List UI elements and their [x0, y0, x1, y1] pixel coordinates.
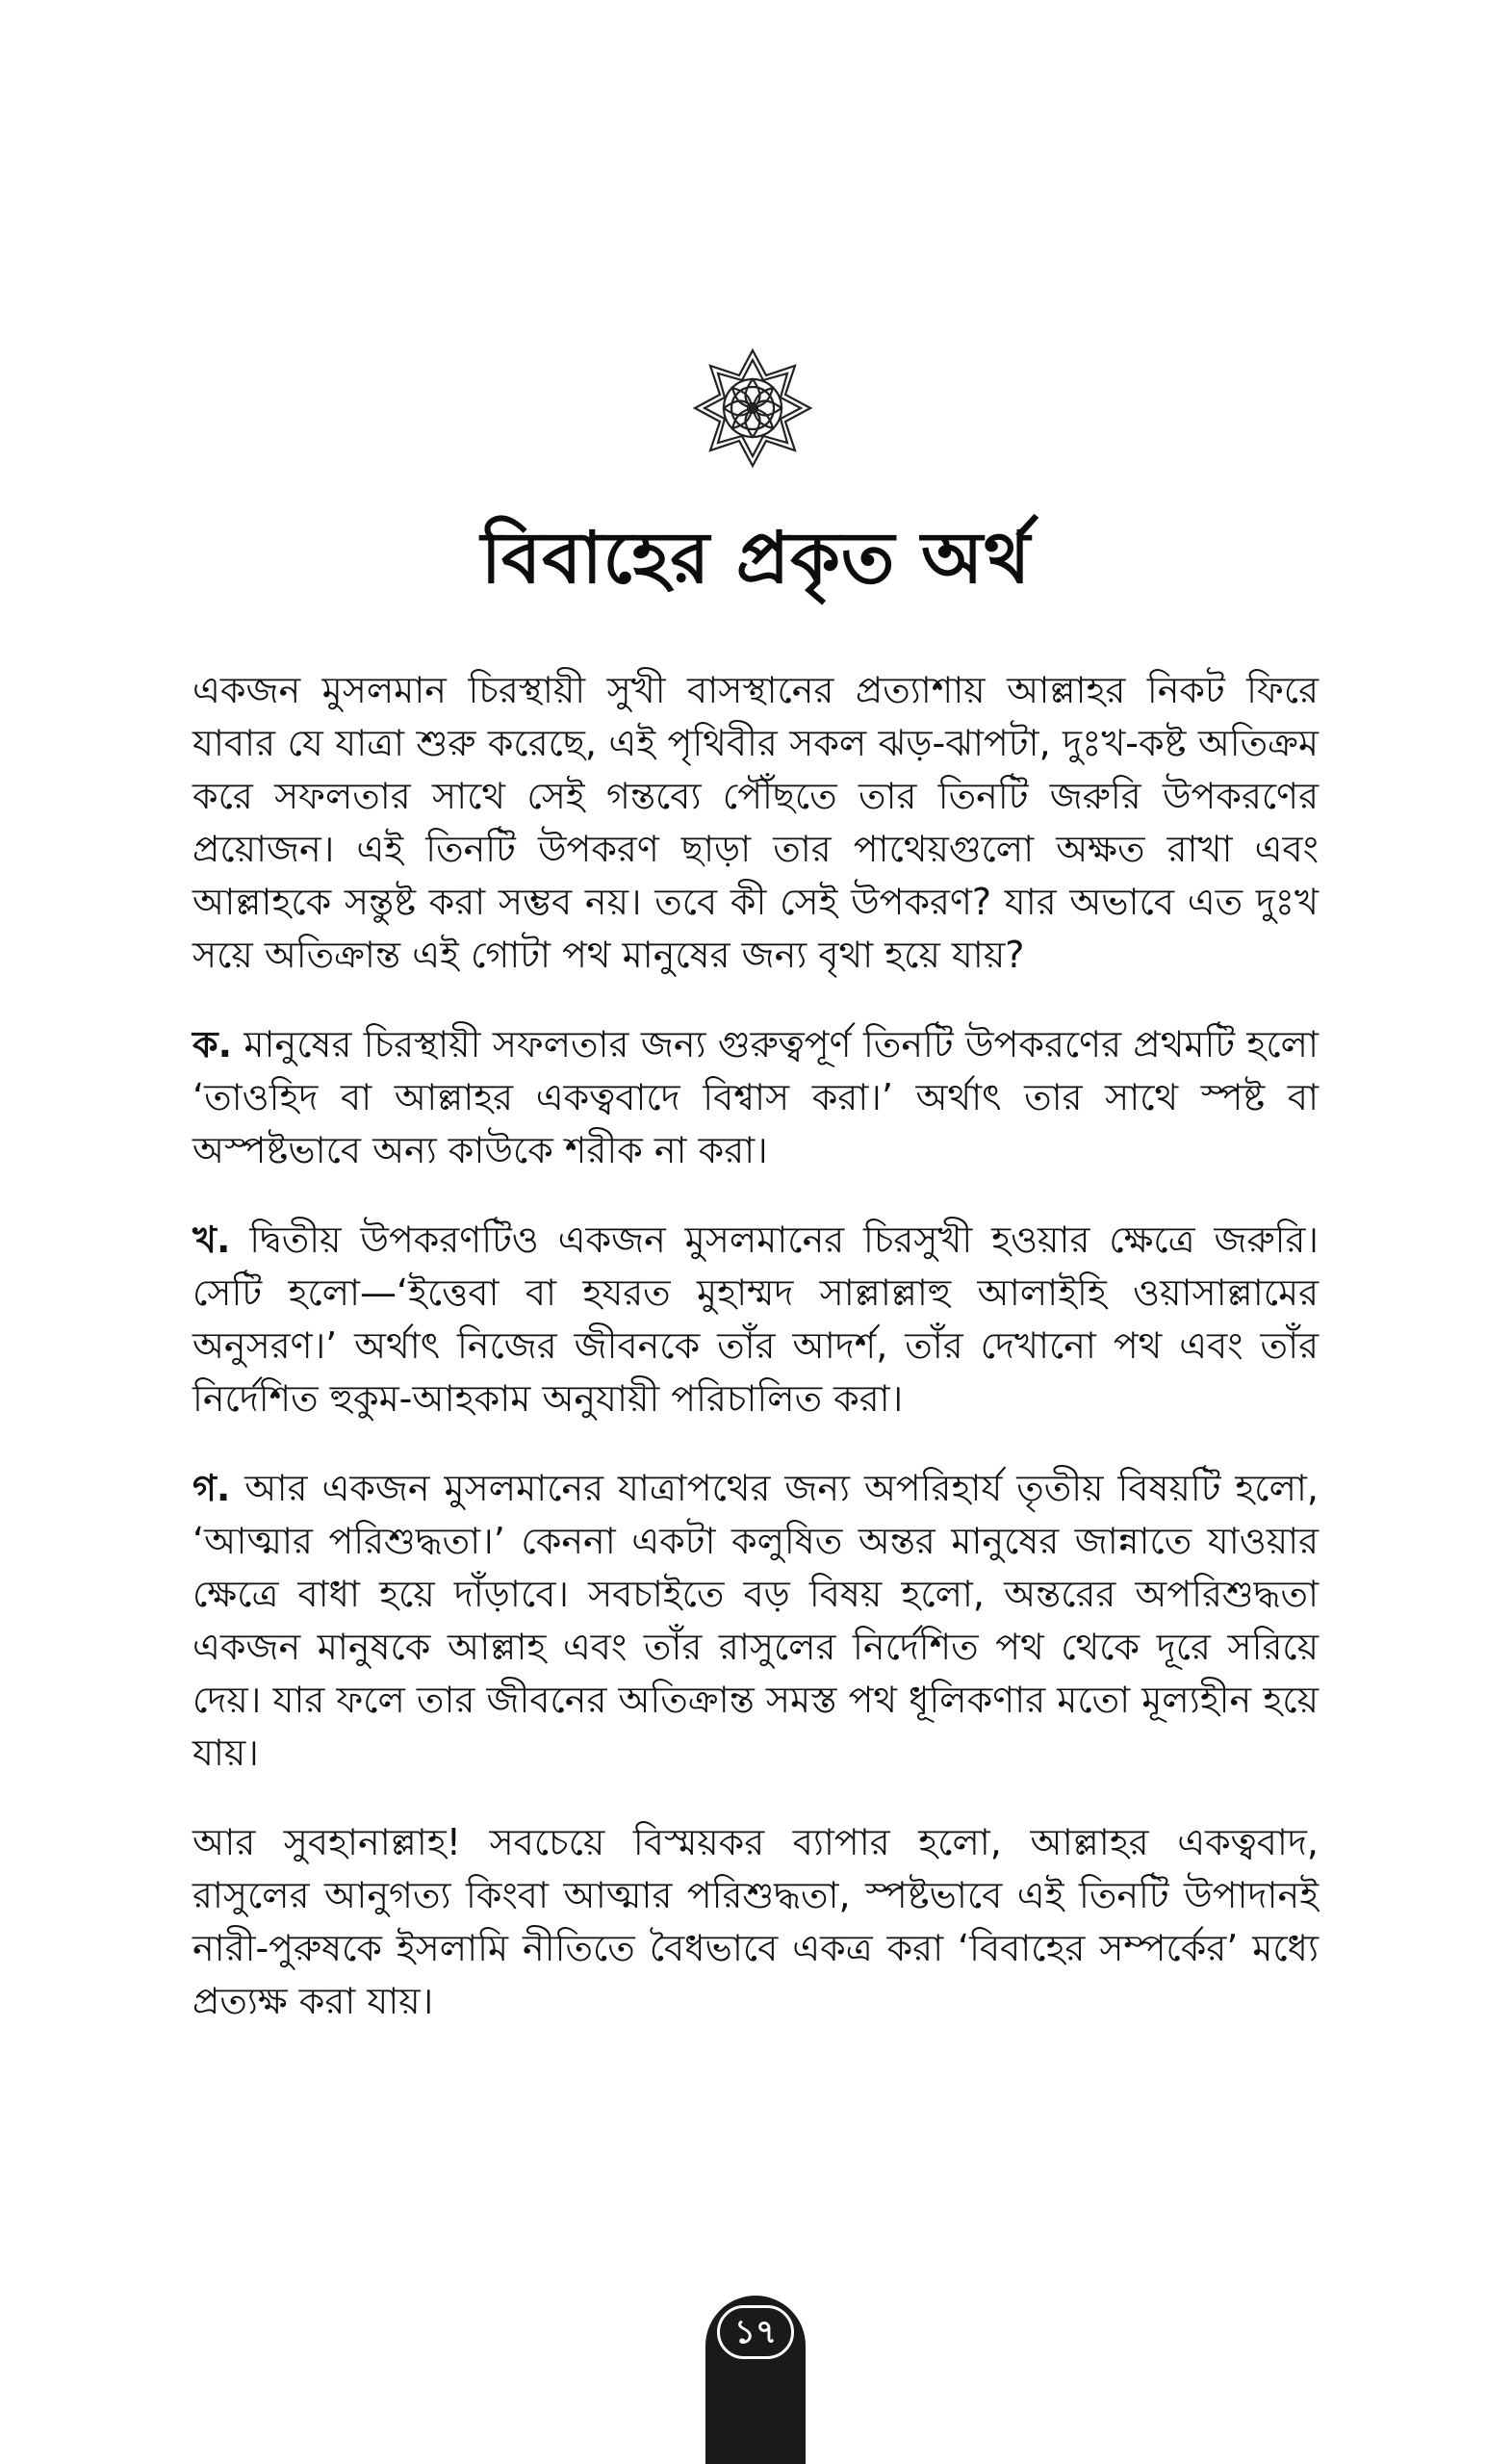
- intro-paragraph: [192, 664, 1319, 982]
- point-kha-paragraph: [192, 1214, 1319, 1425]
- point-ka-paragraph: [192, 1018, 1319, 1177]
- body-text: [192, 664, 1319, 2065]
- chapter-title: বিবাহের প্রকৃত অর্থ: [480, 517, 1032, 600]
- paragraph-text: আর সুবহানাল্লাহ! সবচেয়ে বিস্ময়কর ব্যাপার হলো, আল্লাহর একত্ববাদ, রাসুলের আনুগত্য কিংবা আত্মার পরিশুদ্ধতা, স্পষ্টভাবে এই তিনটি উপাদানই নারী-পুরুষকে ইসলামি নীতিতে বৈধভাবে একত্র করা ‘বিবাহের সম্পর্কের’ মধ্যে প্রত্যক্ষ করা যায়।: [192, 1821, 1319, 2022]
- paragraph-text: আর একজন মুসলমানের যাত্রাপথের জন্য অপরিহার্য তৃতীয় বিষয়টি হলো, ‘আত্মার পরিশুদ্ধতা।’ কেননা একটা কলুষিত অন্তর মানুষের জান্নাতে যাওয়ার ক্ষেত্রে বাধা হয়ে দাঁড়াবে। সবচাইতে বড় বিষয় হলো, অন্তরের অপরিশুদ্ধতা একজন মানুষকে আল্লাহ এবং তাঁর রাসুলের নির্দেশিত পথ থেকে দূরে সরিয়ে দেয়। যার ফলে তার জীবনের অতিক্রান্ত সমস্ত পথ ধূলিকণার মতো মূল্যহীন হয়ে যায়।: [192, 1467, 1319, 1774]
- paragraph-text: দ্বিতীয় উপকরণটিও একজন মুসলমানের চিরসুখী হওয়ার ক্ষেত্রে জরুরি। সেটি হলো—‘ইত্তেবা বা হযরত মুহাম্মদ সাল্লাল্লাহু আলাইহি ওয়াসাল্লামের অনুসরণ।’ অর্থাৎ নিজের জীবনকে তাঁর আদর্শ, তাঁর দেখানো পথ এবং তাঁর নির্দেশিত হুকুম-আহকাম অনুযায়ী পরিচালিত করা।: [192, 1219, 1319, 1420]
- point-ga-paragraph: [192, 1462, 1319, 1780]
- point-marker: গ.: [192, 1467, 231, 1509]
- paragraph-text: মানুষের চিরস্থায়ী সফলতার জন্য গুরুত্বপূর্ণ তিনটি উপকরণের প্রথমটি হলো ‘তাওহিদ বা আল্লাহর একত্ববাদে বিশ্বাস করা।’ অর্থাৎ তার সাথে স্পষ্ট বা অস্পষ্টভাবে অন্য কাউকে শরীক না করা।: [192, 1023, 1319, 1171]
- point-marker: ক.: [192, 1023, 233, 1065]
- paragraph-text: একজন মুসলমান চিরস্থায়ী সুখী বাসস্থানের প্রত্যাশায় আল্লাহর নিকট ফিরে যাবার যে যাত্রা শুরু করেছে, এই পৃথিবীর সকল ঝড়-ঝাপটা, দুঃখ-কষ্ট অতিক্রম করে সফলতার সাথে সেই গন্তব্যে পৌঁছতে তার তিনটি জরুরি উপকরণের প্রয়োজন। এই তিনটি উপকরণ ছাড়া তার পাথেয়গুলো অক্ষত রাখা এবং আল্লাহকে সন্তুষ্ট করা সম্ভব নয়। তবে কী সেই উপকরণ? যার অভাবে এত দুঃখ সয়ে অতিক্রান্ত এই গোটা পথ মানুষের জন্য বৃথা হয়ে যায়?: [192, 669, 1319, 976]
- point-marker: খ.: [192, 1219, 231, 1261]
- closing-paragraph: [192, 1816, 1319, 2028]
- star-ornament-icon: [691, 346, 814, 470]
- page-number: ১৭: [717, 2305, 794, 2359]
